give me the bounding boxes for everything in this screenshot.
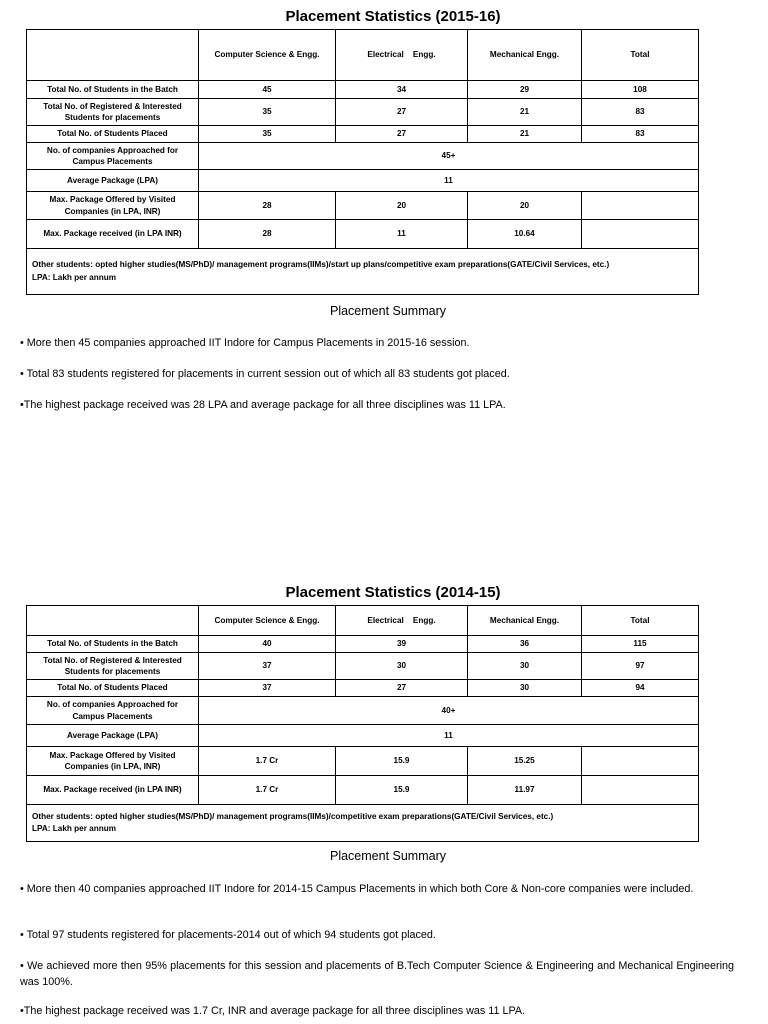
note-lpa: LPA: Lakh per annum xyxy=(32,272,117,282)
row-label: No. of companies Approached for Campus Placements xyxy=(27,143,199,170)
row-label: Total No. of Students in the Batch xyxy=(27,636,199,653)
cell-total: 108 xyxy=(582,81,699,99)
table-row xyxy=(27,99,699,126)
cell-total: 97 xyxy=(582,653,699,680)
cell-total xyxy=(582,192,699,220)
table-row xyxy=(27,653,699,680)
summary-bullet: • More then 40 companies approached IIT Indore for 2014-15 Campus Placements in which both Core & Non-core companies were included. xyxy=(20,883,694,895)
cell-me: 10.64 xyxy=(468,220,582,249)
cell-cse: 28 xyxy=(199,220,336,249)
header-cse: Computer Science & Engg. xyxy=(199,30,336,81)
cell-total: 83 xyxy=(582,126,699,143)
table-row xyxy=(27,697,699,725)
cell-total: 115 xyxy=(582,636,699,653)
summary-bullet: • Total 97 students registered for placements-2014 out of which 94 students got placed. xyxy=(20,929,436,941)
table-row xyxy=(27,220,699,249)
header-ee: Electrical Engg. xyxy=(336,606,468,636)
cell-ee: 27 xyxy=(336,99,468,126)
header-row xyxy=(27,30,699,81)
note-cell xyxy=(27,805,699,842)
cell-total xyxy=(582,776,699,805)
cell-me: 20 xyxy=(468,192,582,220)
header-ee: Electrical Engg. xyxy=(336,30,468,81)
table-row xyxy=(27,725,699,747)
cell-me: 36 xyxy=(468,636,582,653)
summary-title-2014-15: Placement Summary xyxy=(329,849,446,863)
section-title-2015-16: Placement Statistics (2015-16) xyxy=(285,8,501,25)
note-other-students: Other students: opted higher studies(MS/PhD)/ management programs(IIMs)/competitive exam preparations(GATE/Civil Services, etc.) xyxy=(32,811,554,821)
summary-title-2015-16: Placement Summary xyxy=(329,304,446,318)
row-label: Total No. of Students Placed xyxy=(27,680,199,697)
cell-me: 29 xyxy=(468,81,582,99)
row-label: Max. Package received (in LPA INR) xyxy=(27,220,199,249)
header-total: Total xyxy=(582,606,699,636)
cell-cse: 1.7 Cr xyxy=(199,747,336,776)
header-empty-cell xyxy=(27,30,199,81)
cell-ee: 20 xyxy=(336,192,468,220)
header-me: Mechanical Engg. xyxy=(468,606,582,636)
cell-ee: 15.9 xyxy=(336,747,468,776)
row-label: Total No. of Registered & Interested Students for placements xyxy=(27,99,199,126)
cell-cse: 1.7 Cr xyxy=(199,776,336,805)
cell-cse: 37 xyxy=(199,680,336,697)
merged-value-cell: 11 xyxy=(199,725,699,747)
table-row xyxy=(27,143,699,170)
row-label: Average Package (LPA) xyxy=(27,725,199,747)
cell-cse: 40 xyxy=(199,636,336,653)
header-total: Total xyxy=(582,30,699,81)
cell-cse: 37 xyxy=(199,653,336,680)
note-row xyxy=(27,805,699,842)
cell-cse: 28 xyxy=(199,192,336,220)
note-other-students: Other students: opted higher studies(MS/PhD)/ management programs(IIMs)/start up plans/competitive exam preparations(GATE/Civil Services, etc.) xyxy=(32,260,610,270)
summary-bullet: • Total 83 students registered for placements in current session out of which all 83 students got placed. xyxy=(20,368,510,380)
cell-total: 94 xyxy=(582,680,699,697)
summary-bullet: • More then 45 companies approached IIT Indore for Campus Placements in 2015-16 session. xyxy=(20,337,470,349)
cell-me: 30 xyxy=(468,653,582,680)
table-row xyxy=(27,81,699,99)
cell-cse: 45 xyxy=(199,81,336,99)
table-row xyxy=(27,636,699,653)
section-title-2014-15: Placement Statistics (2014-15) xyxy=(285,584,501,601)
cell-ee: 27 xyxy=(336,126,468,143)
row-label: Total No. of Students Placed xyxy=(27,126,199,143)
row-label: Max. Package received (in LPA INR) xyxy=(27,776,199,805)
stats-table-2015-16 xyxy=(26,29,699,295)
row-label: Max. Package Offered by Visited Companies (in LPA, INR) xyxy=(27,192,199,220)
header-empty-cell xyxy=(27,606,199,636)
row-label: Total No. of Students in the Batch xyxy=(27,81,199,99)
table-row xyxy=(27,680,699,697)
note-cell xyxy=(27,249,699,295)
summary-bullet: •The highest package received was 1.7 Cr, INR and average package for all three disciplines was 11 LPA. xyxy=(20,1005,526,1017)
cell-ee: 34 xyxy=(336,81,468,99)
cell-me: 30 xyxy=(468,680,582,697)
stats-table-2014-15 xyxy=(26,605,699,842)
summary-bullet: •The highest package received was 28 LPA and average package for all three disciplines was 11 LPA. xyxy=(20,399,506,411)
table-row xyxy=(27,776,699,805)
row-label: Max. Package Offered by Visited Companies (in LPA, INR) xyxy=(27,747,199,776)
table-row xyxy=(27,192,699,220)
cell-ee: 30 xyxy=(336,653,468,680)
table-row xyxy=(27,747,699,776)
cell-ee: 11 xyxy=(336,220,468,249)
cell-me: 21 xyxy=(468,126,582,143)
cell-me: 21 xyxy=(468,99,582,126)
merged-value-cell: 45+ xyxy=(199,143,699,170)
merged-value-cell: 40+ xyxy=(199,697,699,725)
header-cse: Computer Science & Engg. xyxy=(199,606,336,636)
cell-total xyxy=(582,747,699,776)
cell-total: 83 xyxy=(582,99,699,126)
row-label: Total No. of Registered & Interested Students for placements xyxy=(27,653,199,680)
table-row xyxy=(27,170,699,192)
header-me: Mechanical Engg. xyxy=(468,30,582,81)
cell-total xyxy=(582,220,699,249)
cell-cse: 35 xyxy=(199,99,336,126)
note-lpa: LPA: Lakh per annum xyxy=(32,824,117,833)
cell-me: 11.97 xyxy=(468,776,582,805)
summary-bullet: • We achieved more then 95% placements for this session and placements of B.Tech Computer Science & Engineering and Mechanical Engineering was 100%. xyxy=(20,960,734,988)
cell-ee: 15.9 xyxy=(336,776,468,805)
cell-ee: 39 xyxy=(336,636,468,653)
merged-value-cell: 11 xyxy=(199,170,699,192)
cell-ee: 27 xyxy=(336,680,468,697)
header-row xyxy=(27,606,699,636)
cell-me: 15.25 xyxy=(468,747,582,776)
row-label: Average Package (LPA) xyxy=(27,170,199,192)
cell-cse: 35 xyxy=(199,126,336,143)
row-label: No. of companies Approached for Campus Placements xyxy=(27,697,199,725)
note-row xyxy=(27,249,699,295)
table-row xyxy=(27,126,699,143)
